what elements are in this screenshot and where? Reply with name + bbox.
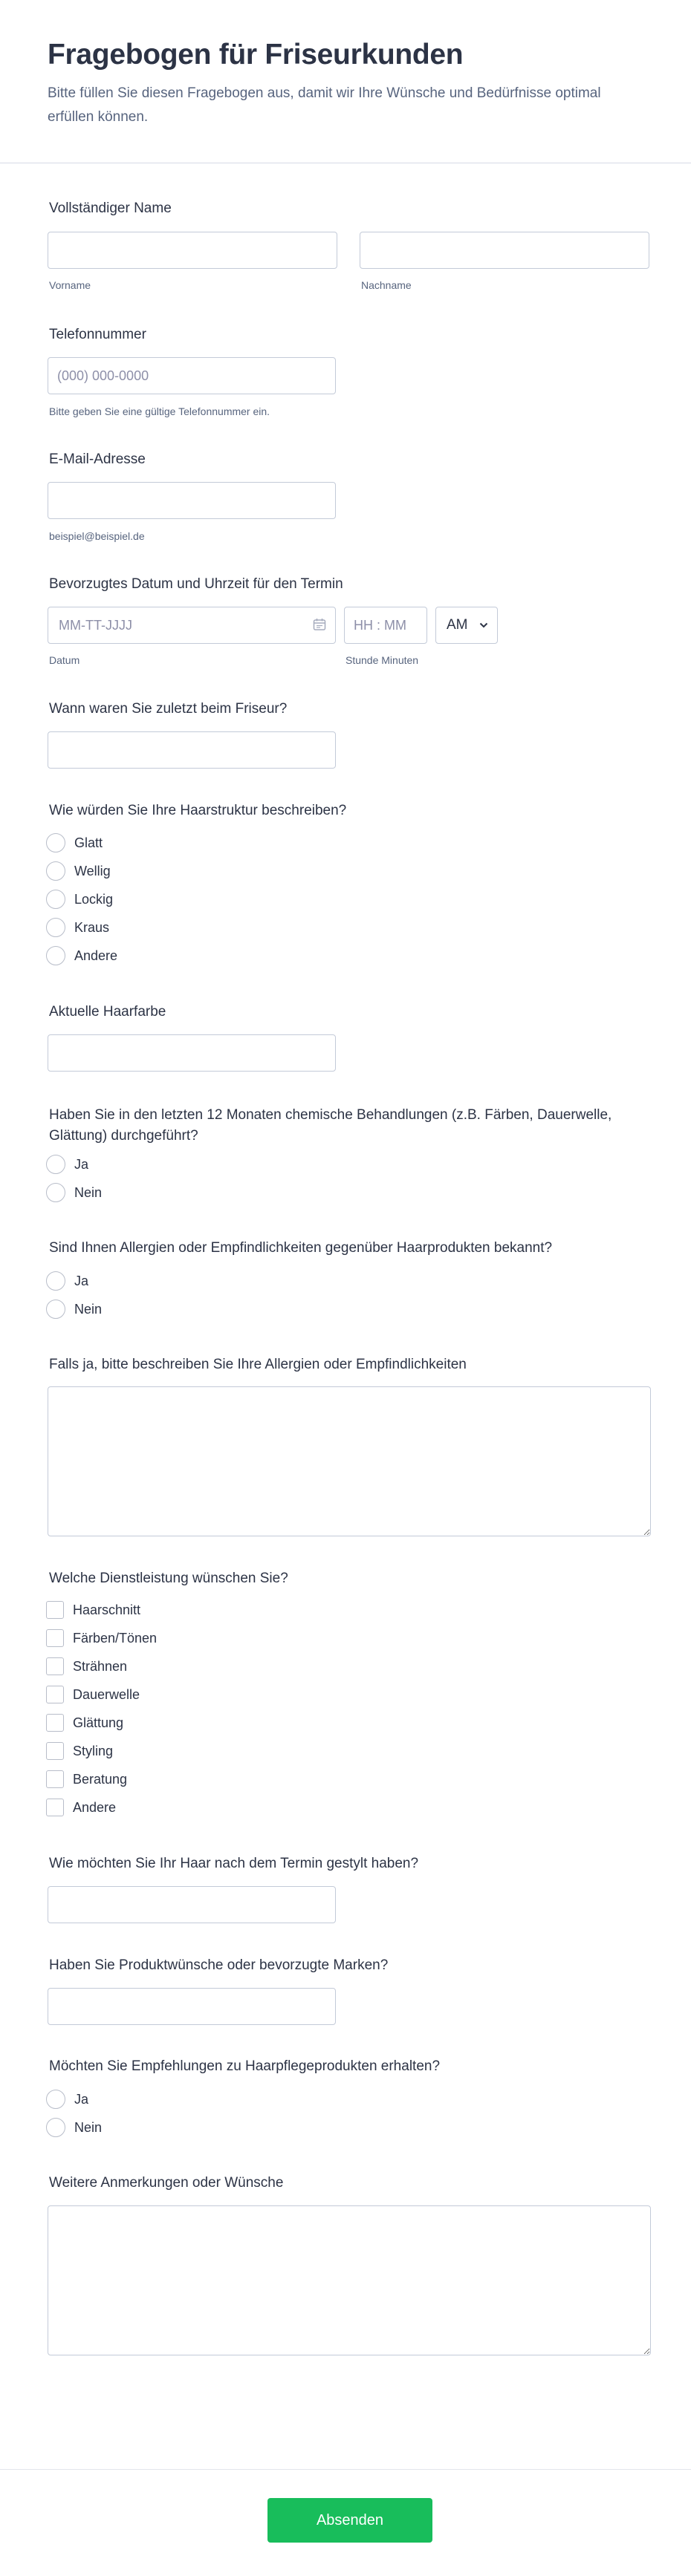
email-hint: beispiel@beispiel.de [49, 530, 145, 542]
date-sublabel: Datum [49, 654, 80, 666]
hair-color-label: Aktuelle Haarfarbe [49, 1004, 166, 1020]
radio-option[interactable] [46, 1153, 88, 1175]
radio-option[interactable] [46, 1181, 102, 1204]
radio-circle[interactable] [46, 1271, 65, 1291]
radio-circle[interactable] [46, 861, 65, 881]
option-label: Strähnen [73, 1658, 128, 1674]
submit-button[interactable]: Absenden [267, 2498, 432, 2543]
option-label: Nein [74, 2119, 103, 2135]
calendar-icon[interactable] [313, 618, 326, 631]
services-label: Welche Dienstleistung wünschen Sie? [49, 1571, 288, 1586]
checkbox-box[interactable] [46, 1657, 64, 1675]
chevron-down-icon [479, 622, 488, 628]
name-label: Vollständiger Name [49, 200, 172, 216]
option-label: Haarschnitt [73, 1602, 141, 1617]
checkbox-box[interactable] [46, 1799, 64, 1816]
last-name-sublabel: Nachname [361, 279, 412, 291]
option-label: Glättung [73, 1715, 124, 1730]
form-header [0, 0, 691, 163]
radio-option[interactable] [46, 2088, 88, 2110]
radio-option[interactable] [46, 1270, 88, 1292]
radio-circle[interactable] [46, 2118, 65, 2137]
checkbox-box[interactable] [46, 1714, 64, 1732]
option-label: Ja [74, 2091, 89, 2107]
radio-option[interactable] [46, 1298, 102, 1320]
option-label: Ja [74, 1273, 89, 1288]
radio-option[interactable] [46, 832, 103, 854]
phone-label: Telefonnummer [49, 327, 146, 342]
form-subtitle: Bitte füllen Sie diesen Fragebogen aus, damit wir Ihre Wünsche und Bedürfnisse optimal erfüllen können. [48, 85, 601, 125]
option-label: Beratung [73, 1771, 128, 1787]
option-label: Nein [74, 1184, 103, 1200]
allergy-details-textarea[interactable] [48, 1386, 651, 1536]
radio-option[interactable] [46, 860, 111, 882]
option-label: Färben/Tönen [73, 1630, 158, 1646]
option-label: Andere [73, 1799, 117, 1815]
form-footer [0, 2469, 691, 2576]
option-label: Wellig [74, 863, 111, 878]
option-label: Glatt [74, 835, 103, 850]
radio-circle[interactable] [46, 2090, 65, 2109]
checkbox-box[interactable] [46, 1742, 64, 1760]
first-name-input[interactable] [48, 232, 337, 269]
styling-label: Wie möchten Sie Ihr Haar nach dem Termin gestylt haben? [49, 1856, 419, 1871]
checkbox-box[interactable] [46, 1629, 64, 1647]
date-field[interactable] [48, 607, 336, 644]
radio-option[interactable] [46, 888, 113, 910]
radio-option[interactable] [46, 2116, 102, 2139]
date-input[interactable] [48, 607, 301, 643]
ampm-value: AM [447, 617, 468, 633]
last-name-input[interactable] [360, 232, 649, 269]
radio-option[interactable] [46, 916, 109, 939]
radio-circle[interactable] [46, 890, 65, 909]
radio-circle[interactable] [46, 1300, 65, 1319]
checkbox-option[interactable] [46, 1683, 140, 1706]
email-input[interactable] [48, 482, 336, 519]
radio-circle[interactable] [46, 1183, 65, 1202]
time-input[interactable] [344, 607, 427, 644]
option-label: Lockig [74, 891, 114, 907]
time-sublabel: Stunde Minuten [346, 654, 419, 666]
checkbox-option[interactable] [46, 1627, 157, 1649]
last-visit-label: Wann waren Sie zuletzt beim Friseur? [49, 701, 288, 717]
chemical-label: Haben Sie in den letzten 12 Monaten chemische Behandlungen (z.B. Färben, Dauerwelle, Glättung) durchgeführt? [49, 1107, 612, 1144]
checkbox-option[interactable] [46, 1655, 127, 1677]
styling-input[interactable] [48, 1886, 336, 1923]
products-input[interactable] [48, 1988, 336, 2025]
radio-circle[interactable] [46, 1155, 65, 1174]
hair-color-input[interactable] [48, 1034, 336, 1072]
option-label: Styling [73, 1743, 114, 1758]
checkbox-option[interactable] [46, 1796, 116, 1819]
allergies-label: Sind Ihnen Allergien oder Empfindlichkeiten gegenüber Haarprodukten bekannt? [49, 1240, 553, 1256]
radio-circle[interactable] [46, 918, 65, 937]
option-label: Andere [74, 948, 118, 963]
radio-circle[interactable] [46, 946, 65, 965]
remarks-label: Weitere Anmerkungen oder Wünsche [49, 2175, 284, 2191]
checkbox-box[interactable] [46, 1686, 64, 1703]
option-label: Dauerwelle [73, 1686, 140, 1702]
radio-circle[interactable] [46, 833, 65, 852]
ampm-select[interactable] [435, 607, 498, 644]
phone-hint: Bitte geben Sie eine gültige Telefonnummer ein. [49, 405, 270, 417]
form-title: Fragebogen für Friseurkunden [48, 39, 464, 71]
checkbox-box[interactable] [46, 1770, 64, 1788]
recommendations-label: Möchten Sie Empfehlungen zu Haarpflegeprodukten erhalten? [49, 2058, 441, 2074]
last-visit-input[interactable] [48, 731, 336, 769]
checkbox-option[interactable] [46, 1599, 140, 1621]
email-label: E-Mail-Adresse [49, 451, 146, 467]
hair-structure-label: Wie würden Sie Ihre Haarstruktur beschreiben? [49, 803, 347, 818]
remarks-textarea[interactable] [48, 2205, 651, 2355]
checkbox-option[interactable] [46, 1740, 113, 1762]
checkbox-option[interactable] [46, 1712, 123, 1734]
option-label: Ja [74, 1156, 89, 1172]
option-label: Nein [74, 1301, 103, 1317]
phone-input[interactable] [48, 357, 336, 394]
allergy-details-label: Falls ja, bitte beschreiben Sie Ihre Allergien oder Empfindlichkeiten [49, 1357, 467, 1372]
appointment-label: Bevorzugtes Datum und Uhrzeit für den Termin [49, 576, 343, 592]
checkbox-box[interactable] [46, 1601, 64, 1619]
checkbox-option[interactable] [46, 1768, 127, 1790]
option-label: Kraus [74, 919, 110, 935]
radio-option[interactable] [46, 945, 117, 967]
first-name-sublabel: Vorname [49, 279, 91, 291]
products-label: Haben Sie Produktwünsche oder bevorzugte Marken? [49, 1957, 389, 1973]
